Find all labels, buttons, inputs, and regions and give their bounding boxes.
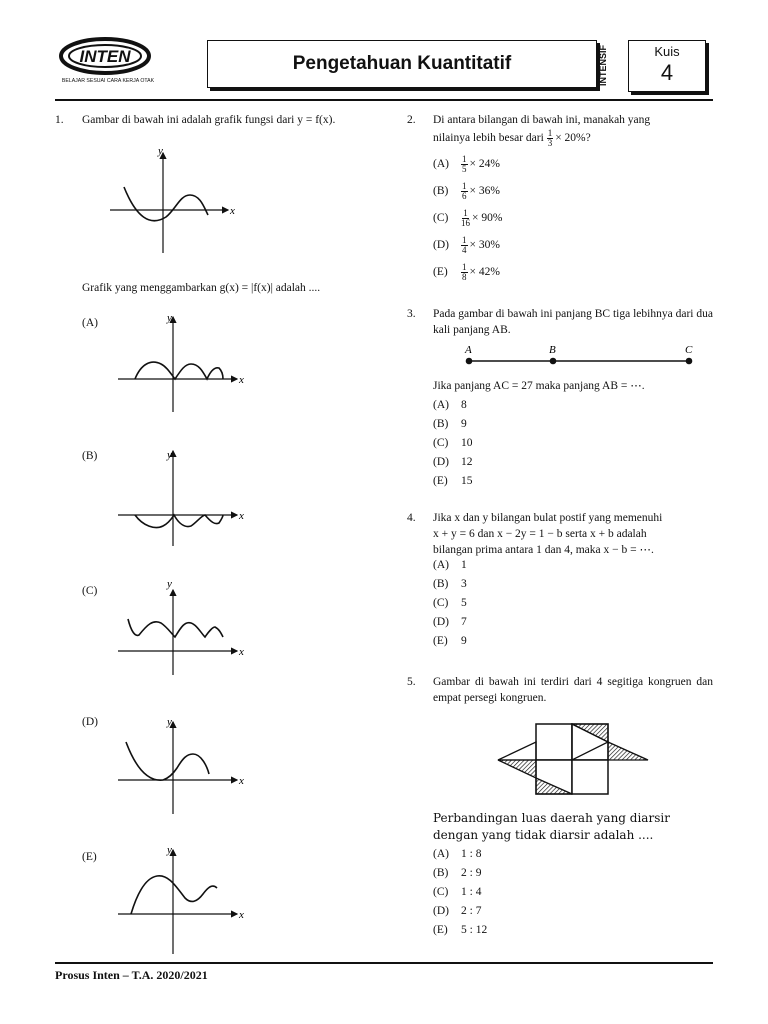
q1-option-c-label[interactable]: (C) (82, 585, 98, 597)
q2-option-a[interactable]: (A) $\frac{1}{5}$ × 24% (433, 153, 500, 174)
q5-option-a[interactable]: (A) 1 : 8 (433, 848, 482, 860)
q1-option-a-graph[interactable] (115, 312, 250, 412)
q1-number: 1. (55, 114, 64, 126)
q1-option-d-label[interactable]: (D) (82, 716, 98, 728)
q5-options (433, 845, 633, 940)
q4-line1: Jika x dan y bilangan bulat postif yang memenuhi (433, 512, 663, 524)
kuis-label: Kuis (654, 44, 680, 59)
q4-option-c[interactable]: (C) 5 (433, 597, 467, 609)
q2-ref-tail: × 20%? (555, 132, 591, 145)
q1-option-d-graph[interactable] (115, 714, 250, 814)
q1-option-e-graph[interactable] (115, 842, 250, 954)
point-a: A (465, 344, 472, 356)
svg-text:x: x (239, 510, 244, 522)
q5-question: Perbandingan luas daerah yang diarsir dengan yang tidak diarsir adalah .... (433, 811, 670, 842)
intensif-label: INTENSIF (598, 44, 608, 86)
q1-option-b-label[interactable]: (B) (82, 450, 98, 462)
q2-text-line2 (433, 129, 718, 148)
q5-number: 5. (407, 676, 416, 688)
q3-option-d[interactable]: (D) 12 (433, 456, 473, 468)
logo-wordmark: INTEN (79, 47, 131, 66)
q5-text: Gambar di bawah ini terdiri dari 4 segitiga kongruen dan empat persegi kongruen. (433, 676, 713, 704)
svg-text:x: x (239, 909, 244, 921)
q4-option-d[interactable]: (D) 7 (433, 616, 467, 628)
svg-text:x: x (239, 646, 244, 658)
q3-option-a[interactable]: (A) 8 (433, 399, 467, 411)
q2-option-b[interactable]: (B) $\frac{1}{6}$ × 36% (433, 180, 500, 201)
point-c: C (685, 344, 693, 356)
q1-graph-f (110, 145, 250, 255)
q1-option-c-graph[interactable] (115, 575, 250, 675)
q2-number: 2. (407, 114, 416, 126)
q3-option-e[interactable]: (E) 15 (433, 475, 473, 487)
q2-text-lead: nilainya lebih besar dari (433, 132, 544, 145)
q5-option-b[interactable]: (B) 2 : 9 (433, 867, 482, 879)
header-rule (55, 99, 713, 101)
svg-text:x: x (230, 205, 235, 217)
point-b: B (549, 344, 556, 356)
kuis-number: 4 (660, 60, 674, 85)
q4-text (433, 510, 718, 558)
q2-ref-fraction: $\frac{1}{3}$ (547, 128, 553, 148)
svg-text:y: y (167, 449, 172, 461)
svg-text:x: x (239, 374, 244, 386)
svg-text:y: y (158, 145, 163, 157)
kuis-box (628, 40, 706, 92)
q3-text: Pada gambar di bawah ini panjang BC tiga lebihnya dari dua kali panjang AB. (433, 308, 713, 336)
page-header (0, 0, 768, 100)
q4-option-e[interactable]: (E) 9 (433, 635, 467, 647)
svg-text:x: x (239, 775, 244, 787)
logo-tagline: BELAJAR SESUAI CARA KERJA OTAK (61, 78, 155, 84)
q4-options (433, 556, 633, 651)
q1-option-b-graph[interactable] (115, 446, 250, 546)
footer-rule (55, 962, 713, 964)
q1-option-a-label[interactable]: (A) (82, 317, 98, 329)
title-box (207, 40, 597, 88)
svg-text:y: y (167, 716, 172, 728)
q2-option-d[interactable]: (D) $\frac{1}{4}$ × 30% (433, 234, 500, 255)
q3-option-b[interactable]: (B) 9 (433, 418, 467, 430)
svg-text:y: y (167, 844, 172, 856)
q2-option-e[interactable]: (E) $\frac{1}{8}$ × 42% (433, 261, 500, 282)
q3-question: Jika panjang AC = 27 maka panjang AB = ⋯. (433, 380, 645, 392)
q2-text-line1: Di antara bilangan di bawah ini, manakah yang (433, 114, 651, 126)
q2-text (433, 112, 718, 148)
q4-option-b[interactable]: (B) 3 (433, 578, 467, 590)
footer-text: Prosus Inten – T.A. 2020/2021 (55, 968, 208, 982)
q3-number: 3. (407, 308, 416, 320)
q5-option-c[interactable]: (C) 1 : 4 (433, 886, 482, 898)
inten-logo (58, 34, 158, 84)
q5-option-e[interactable]: (E) 5 : 12 (433, 924, 488, 936)
svg-text:y: y (167, 578, 172, 590)
q4-option-a[interactable]: (A) 1 (433, 559, 467, 571)
q1-option-e-label[interactable]: (E) (82, 851, 97, 863)
q1-text: Gambar di bawah ini adalah grafik fungsi dari y = f(x). (82, 114, 336, 126)
q4-line3: bilangan prima antara 1 dan 4, maka x − b = ⋯. (433, 544, 654, 556)
q1-text2: Grafik yang menggambarkan g(x) = |f(x)| adalah .... (82, 282, 321, 294)
q2-option-c[interactable]: (C) $\frac{1}{16}$ × 90% (433, 207, 503, 228)
q5-figure (494, 722, 654, 797)
q2-options (433, 151, 633, 286)
q4-number: 4. (407, 512, 416, 524)
q4-line2: x + y = 6 dan x − 2y = 1 − b serta x + b adalah (433, 528, 647, 540)
q3-line-segment (455, 340, 705, 370)
q3-option-c[interactable]: (C) 10 (433, 437, 473, 449)
q3-options (433, 396, 633, 491)
svg-text:y: y (167, 312, 172, 324)
q5-option-d[interactable]: (D) 2 : 7 (433, 905, 482, 917)
page-title: Pengetahuan Kuantitatif (292, 53, 512, 74)
